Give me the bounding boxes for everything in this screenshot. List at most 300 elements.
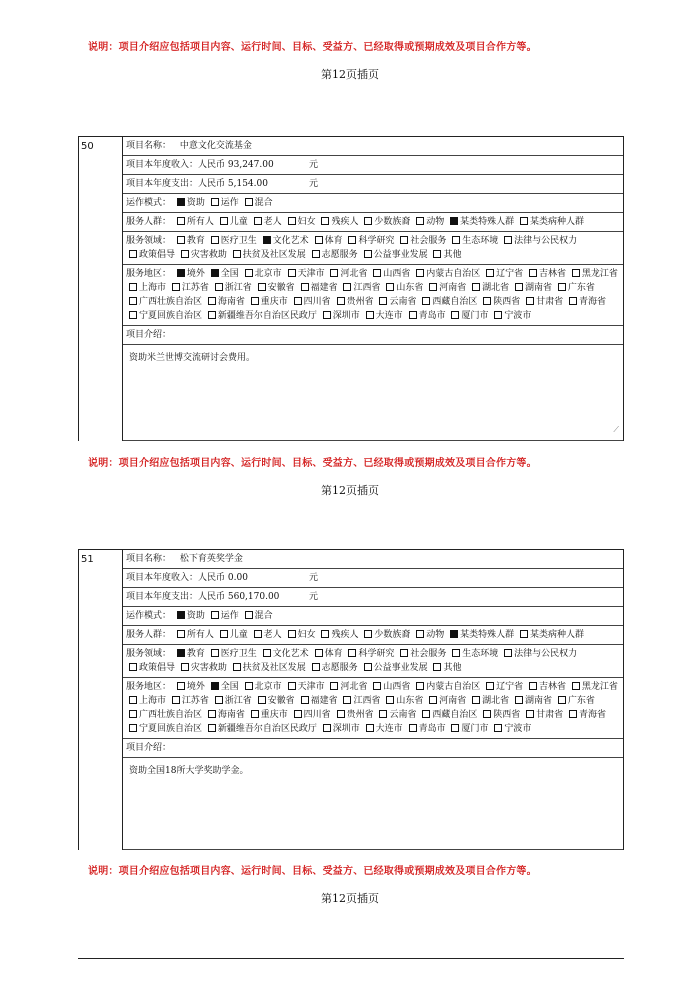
checkbox-icon[interactable] [177, 682, 185, 690]
checkbox-icon[interactable] [416, 217, 424, 225]
checkbox-icon[interactable] [422, 297, 430, 305]
name-value: 松下育英奖学金 [179, 554, 243, 564]
region-row [123, 265, 623, 326]
checkbox-icon[interactable] [452, 236, 460, 244]
checkbox-icon[interactable] [211, 611, 219, 619]
field-option [430, 250, 461, 260]
checkbox-icon[interactable] [433, 250, 441, 258]
intro-text: 资助米兰世博交流研讨会费用。 [129, 353, 256, 363]
region-option-label: 宁波市 [504, 311, 532, 321]
checkbox-icon[interactable] [364, 630, 372, 638]
region-option-label: 安徽省 [267, 696, 295, 706]
region-option [298, 283, 338, 293]
income-value: 人民币 0.00 [198, 573, 248, 583]
field-option [260, 236, 309, 246]
region-option [413, 682, 480, 692]
region-option [126, 283, 166, 293]
expense-row [123, 175, 623, 194]
region-option-label: 天津市 [297, 269, 325, 279]
income-row [123, 156, 623, 175]
checkbox-icon[interactable] [211, 649, 219, 657]
checkbox-icon[interactable] [416, 269, 424, 277]
population-option [517, 630, 584, 640]
region-option-label: 福建省 [310, 696, 338, 706]
region-option-label: 黑龙江省 [581, 269, 618, 279]
checkbox-icon[interactable] [572, 682, 580, 690]
region-option [406, 311, 446, 321]
checkbox-icon[interactable] [177, 198, 185, 206]
population-option [174, 217, 214, 227]
population-option-label: 所有人 [186, 217, 214, 227]
region-option [126, 724, 202, 734]
mode-option-label: 运作 [220, 198, 239, 208]
region-option-label: 厦门市 [461, 724, 489, 734]
region-option-label: 山东省 [396, 696, 424, 706]
checkbox-icon[interactable] [483, 710, 491, 718]
checkbox-icon[interactable] [422, 710, 430, 718]
checkbox-icon[interactable] [263, 236, 271, 244]
checkbox-icon[interactable] [386, 696, 394, 704]
population-option-label: 动物 [426, 630, 445, 640]
region-option-label: 黑龙江省 [581, 682, 618, 692]
checkbox-icon[interactable] [211, 269, 219, 277]
region-option [469, 283, 509, 293]
checkbox-icon[interactable] [472, 696, 480, 704]
page-label-top: 第12页插页 [321, 68, 379, 81]
checkbox-icon[interactable] [211, 236, 219, 244]
checkbox-icon[interactable] [181, 663, 189, 671]
expense-value: 人民币 560,170.00 [198, 592, 280, 602]
field-option-label: 生态环境 [462, 236, 499, 246]
checkbox-icon[interactable] [177, 236, 185, 244]
checkbox-icon[interactable] [323, 724, 331, 732]
region-option [483, 682, 523, 692]
checkbox-icon[interactable] [208, 724, 216, 732]
checkbox-icon[interactable] [129, 250, 137, 258]
checkbox-icon[interactable] [451, 724, 459, 732]
checkbox-icon[interactable] [526, 710, 534, 718]
region-option-label: 重庆市 [260, 297, 288, 307]
population-option [447, 217, 514, 227]
checkbox-icon[interactable] [177, 217, 185, 225]
checkbox-icon[interactable] [208, 311, 216, 319]
region-option [334, 297, 374, 307]
region-option-label: 深圳市 [332, 311, 360, 321]
field-option-label: 教育 [186, 649, 205, 659]
checkbox-icon[interactable] [177, 630, 185, 638]
region-option [419, 297, 477, 307]
region-option [523, 710, 563, 720]
expense-value: 人民币 5,154.00 [198, 179, 268, 189]
region-option [569, 269, 618, 279]
checkbox-icon[interactable] [245, 198, 253, 206]
checkbox-icon[interactable] [245, 611, 253, 619]
checkbox-icon[interactable] [321, 630, 329, 638]
income-row [123, 569, 623, 588]
checkbox-icon[interactable] [366, 311, 374, 319]
mode-option [174, 611, 205, 621]
region-option-label: 青岛市 [418, 311, 446, 321]
region-option [426, 283, 466, 293]
population-option [413, 217, 444, 227]
population-options [174, 630, 584, 640]
population-option [251, 217, 282, 227]
region-option-label: 厦门市 [461, 311, 489, 321]
checkbox-icon[interactable] [569, 297, 577, 305]
field-option-label: 扶贫及社区发展 [242, 250, 306, 260]
checkbox-icon[interactable] [433, 663, 441, 671]
checkbox-icon[interactable] [181, 250, 189, 258]
checkbox-icon[interactable] [348, 236, 356, 244]
population-option-label: 残疾人 [331, 217, 359, 227]
region-option-label: 境外 [186, 682, 205, 692]
region-option-label: 上海市 [139, 283, 167, 293]
region-option [285, 682, 325, 692]
region-option-label: 四川省 [303, 297, 331, 307]
region-label: 服务地区： [126, 269, 172, 279]
mode-label: 运作模式： [126, 611, 172, 621]
region-option-label: 贵州省 [346, 297, 374, 307]
region-option [340, 283, 380, 293]
checkbox-icon[interactable] [312, 663, 320, 671]
checkbox-icon[interactable] [515, 696, 523, 704]
region-option-label: 境外 [186, 269, 205, 279]
mode-option-label: 资助 [186, 611, 205, 621]
mode-option-label: 混合 [254, 611, 273, 621]
checkbox-icon[interactable] [294, 297, 302, 305]
checkbox-icon[interactable] [558, 283, 566, 291]
checkbox-icon[interactable] [416, 630, 424, 638]
population-option-label: 某类特殊人群 [460, 630, 515, 640]
checkbox-icon[interactable] [315, 236, 323, 244]
region-option [406, 724, 446, 734]
checkbox-icon[interactable] [429, 696, 437, 704]
field-option [309, 663, 358, 673]
region-option [383, 696, 423, 706]
checkbox-icon[interactable] [315, 649, 323, 657]
region-option [174, 269, 205, 279]
field-label: 服务领域： [126, 649, 172, 659]
field-option-label: 志愿服务 [321, 250, 358, 260]
population-option-label: 少数族裔 [374, 217, 411, 227]
region-option [205, 710, 245, 720]
population-options [174, 217, 584, 227]
checkbox-icon[interactable] [400, 236, 408, 244]
intro-box[interactable] [123, 758, 623, 850]
mode-option [174, 198, 205, 208]
checkbox-icon[interactable] [452, 649, 460, 657]
region-option-label: 陕西省 [493, 297, 521, 307]
region-option [448, 724, 488, 734]
region-option-label: 浙江省 [224, 283, 252, 293]
checkbox-icon[interactable] [529, 682, 537, 690]
field-option [430, 663, 461, 673]
checkbox-icon[interactable] [450, 630, 458, 638]
checkbox-icon[interactable] [321, 217, 329, 225]
checkbox-icon[interactable] [520, 217, 528, 225]
checkbox-icon[interactable] [288, 269, 296, 277]
checkbox-icon[interactable] [208, 710, 216, 718]
field-row [123, 645, 623, 678]
region-option-label: 北京市 [254, 269, 282, 279]
checkbox-icon[interactable] [172, 283, 180, 291]
checkbox-icon[interactable] [129, 710, 137, 718]
checkbox-icon[interactable] [330, 269, 338, 277]
checkbox-icon[interactable] [515, 283, 523, 291]
checkbox-icon[interactable] [494, 311, 502, 319]
checkbox-icon[interactable] [373, 682, 381, 690]
region-option [340, 696, 380, 706]
checkbox-icon[interactable] [337, 710, 345, 718]
region-option-label: 云南省 [389, 297, 417, 307]
region-option-label: 上海市 [139, 696, 167, 706]
checkbox-icon[interactable] [373, 269, 381, 277]
checkbox-icon[interactable] [379, 297, 387, 305]
field-option [174, 236, 205, 246]
population-option [217, 630, 248, 640]
field-option-label: 科学研究 [358, 236, 395, 246]
population-option [285, 630, 316, 640]
mode-option-label: 资助 [186, 198, 205, 208]
region-option [426, 696, 466, 706]
checkbox-icon[interactable] [558, 696, 566, 704]
field-option [178, 663, 227, 673]
intro-box[interactable] [123, 345, 623, 441]
checkbox-icon[interactable] [364, 663, 372, 671]
checkbox-icon[interactable] [254, 217, 262, 225]
checkbox-icon[interactable] [343, 696, 351, 704]
region-option [363, 724, 403, 734]
intro-label-row [123, 326, 623, 345]
mode-options [174, 611, 273, 621]
region-option [448, 311, 488, 321]
checkbox-icon[interactable] [233, 250, 241, 258]
population-row [123, 213, 623, 232]
mode-label: 运作模式： [126, 198, 172, 208]
region-option-label: 湖南省 [525, 696, 553, 706]
field-option [449, 649, 498, 659]
region-option [291, 297, 331, 307]
name-label: 项目名称： [126, 554, 172, 564]
region-option [327, 269, 367, 279]
region-option [242, 682, 282, 692]
checkbox-icon[interactable] [233, 663, 241, 671]
region-option-label: 北京市 [254, 682, 282, 692]
checkbox-icon[interactable] [526, 297, 534, 305]
checkbox-icon[interactable] [400, 649, 408, 657]
region-option [169, 696, 209, 706]
checkbox-icon[interactable] [251, 297, 259, 305]
region-option [205, 311, 317, 321]
page-label-middle: 第12页插页 [321, 484, 379, 497]
population-option [413, 630, 444, 640]
checkbox-icon[interactable] [172, 696, 180, 704]
checkbox-icon[interactable] [330, 682, 338, 690]
region-option [569, 682, 618, 692]
checkbox-icon[interactable] [251, 710, 259, 718]
field-option [230, 250, 306, 260]
checkbox-icon[interactable] [211, 682, 219, 690]
checkbox-icon[interactable] [254, 630, 262, 638]
field-option-label: 医疗卫生 [220, 649, 257, 659]
checkbox-icon[interactable] [301, 283, 309, 291]
checkbox-icon[interactable] [129, 663, 137, 671]
region-option [526, 682, 566, 692]
checkbox-icon[interactable] [258, 696, 266, 704]
region-option-label: 甘肃省 [536, 710, 564, 720]
checkbox-icon[interactable] [483, 297, 491, 305]
checkbox-icon[interactable] [379, 710, 387, 718]
intro-label: 项目介绍： [126, 743, 172, 753]
checkbox-icon[interactable] [504, 649, 512, 657]
field-option-label: 生态环境 [462, 649, 499, 659]
checkbox-icon[interactable] [312, 250, 320, 258]
checkbox-icon[interactable] [416, 682, 424, 690]
note-bottom: 说明：项目介绍应包括项目内容、运行时间、目标、受益方、已经取得或预期成效及项目合作方等。 [88, 866, 537, 877]
region-option [291, 710, 331, 720]
field-options [126, 649, 577, 673]
name-row [123, 550, 623, 569]
region-option [383, 283, 423, 293]
field-option [309, 250, 358, 260]
region-option-label: 辽宁省 [496, 269, 524, 279]
checkbox-icon[interactable] [520, 630, 528, 638]
checkbox-icon[interactable] [494, 724, 502, 732]
checkbox-icon[interactable] [258, 283, 266, 291]
field-option [345, 236, 394, 246]
field-option [501, 236, 577, 246]
checkbox-icon[interactable] [409, 311, 417, 319]
checkbox-icon[interactable] [409, 724, 417, 732]
checkbox-icon[interactable] [504, 236, 512, 244]
checkbox-icon[interactable] [348, 649, 356, 657]
checkbox-icon[interactable] [366, 724, 374, 732]
expense-unit: 元 [309, 179, 319, 189]
region-option [126, 311, 202, 321]
checkbox-icon[interactable] [129, 724, 137, 732]
checkbox-icon[interactable] [177, 649, 185, 657]
checkbox-icon[interactable] [245, 269, 253, 277]
checkbox-icon[interactable] [129, 283, 137, 291]
field-option [260, 649, 309, 659]
region-option-label: 河北省 [340, 269, 368, 279]
field-option [208, 649, 257, 659]
region-option [413, 269, 480, 279]
population-option-label: 妇女 [297, 217, 316, 227]
population-label: 服务人群： [126, 217, 172, 227]
region-option-label: 安徽省 [267, 283, 295, 293]
resize-handle-icon[interactable]: ⟋ [613, 425, 619, 434]
checkbox-icon[interactable] [451, 311, 459, 319]
population-option-label: 老人 [263, 630, 282, 640]
intro-label: 项目介绍： [126, 330, 172, 340]
region-option [208, 682, 239, 692]
checkbox-icon[interactable] [294, 710, 302, 718]
region-option [208, 269, 239, 279]
note-top: 说明：项目介绍应包括项目内容、运行时间、目标、受益方、已经取得或预期成效及项目合作方等。 [88, 42, 537, 53]
population-option [217, 217, 248, 227]
checkbox-icon[interactable] [220, 217, 228, 225]
population-option [318, 217, 358, 227]
checkbox-icon[interactable] [288, 217, 296, 225]
checkbox-icon[interactable] [288, 630, 296, 638]
region-label: 服务地区： [126, 682, 172, 692]
checkbox-icon[interactable] [215, 696, 223, 704]
checkbox-icon[interactable] [364, 217, 372, 225]
checkbox-icon[interactable] [129, 297, 137, 305]
region-option [212, 696, 252, 706]
region-option [480, 710, 520, 720]
field-option [501, 649, 577, 659]
region-option-label: 甘肃省 [536, 297, 564, 307]
field-option [312, 649, 343, 659]
checkbox-icon[interactable] [288, 682, 296, 690]
region-option [212, 283, 252, 293]
region-option-label: 西藏自治区 [432, 710, 478, 720]
region-option [491, 724, 531, 734]
field-option-label: 其他 [443, 250, 462, 260]
checkbox-icon[interactable] [343, 283, 351, 291]
checkbox-icon[interactable] [429, 283, 437, 291]
region-option-label: 河北省 [340, 682, 368, 692]
checkbox-icon[interactable] [211, 198, 219, 206]
name-label: 项目名称： [126, 141, 172, 151]
region-row [123, 678, 623, 739]
checkbox-icon[interactable] [486, 682, 494, 690]
page-label-bottom: 第12页插页 [321, 892, 379, 905]
checkbox-icon[interactable] [129, 696, 137, 704]
checkbox-icon[interactable] [386, 283, 394, 291]
population-option-label: 残疾人 [331, 630, 359, 640]
checkbox-icon[interactable] [129, 311, 137, 319]
region-option [298, 696, 338, 706]
checkbox-icon[interactable] [301, 696, 309, 704]
checkbox-icon[interactable] [177, 269, 185, 277]
region-option-label: 大连市 [375, 311, 403, 321]
region-option [376, 297, 416, 307]
region-option [363, 311, 403, 321]
checkbox-icon[interactable] [177, 611, 185, 619]
checkbox-icon[interactable] [450, 217, 458, 225]
checkbox-icon[interactable] [208, 297, 216, 305]
region-option [566, 710, 606, 720]
region-option-label: 河南省 [439, 283, 467, 293]
checkbox-icon[interactable] [337, 297, 345, 305]
region-option-label: 山西省 [383, 682, 411, 692]
checkbox-icon[interactable] [215, 283, 223, 291]
project-form-51 [78, 549, 624, 850]
checkbox-icon[interactable] [263, 649, 271, 657]
income-unit: 元 [309, 573, 319, 583]
checkbox-icon[interactable] [364, 250, 372, 258]
checkbox-icon[interactable] [486, 269, 494, 277]
note-middle: 说明：项目介绍应包括项目内容、运行时间、目标、受益方、已经取得或预期成效及项目合作方等。 [88, 458, 537, 469]
checkbox-icon[interactable] [472, 283, 480, 291]
checkbox-icon[interactable] [245, 682, 253, 690]
region-option-label: 广东省 [567, 696, 595, 706]
checkbox-icon[interactable] [220, 630, 228, 638]
field-option-label: 体育 [324, 236, 343, 246]
checkbox-icon[interactable] [569, 710, 577, 718]
population-option [361, 217, 410, 227]
region-option-label: 宁夏回族自治区 [139, 724, 203, 734]
field-option-label: 政策倡导 [139, 663, 176, 673]
region-option [126, 297, 202, 307]
checkbox-icon[interactable] [529, 269, 537, 277]
region-option-label: 海南省 [217, 710, 245, 720]
checkbox-icon[interactable] [323, 311, 331, 319]
checkbox-icon[interactable] [572, 269, 580, 277]
